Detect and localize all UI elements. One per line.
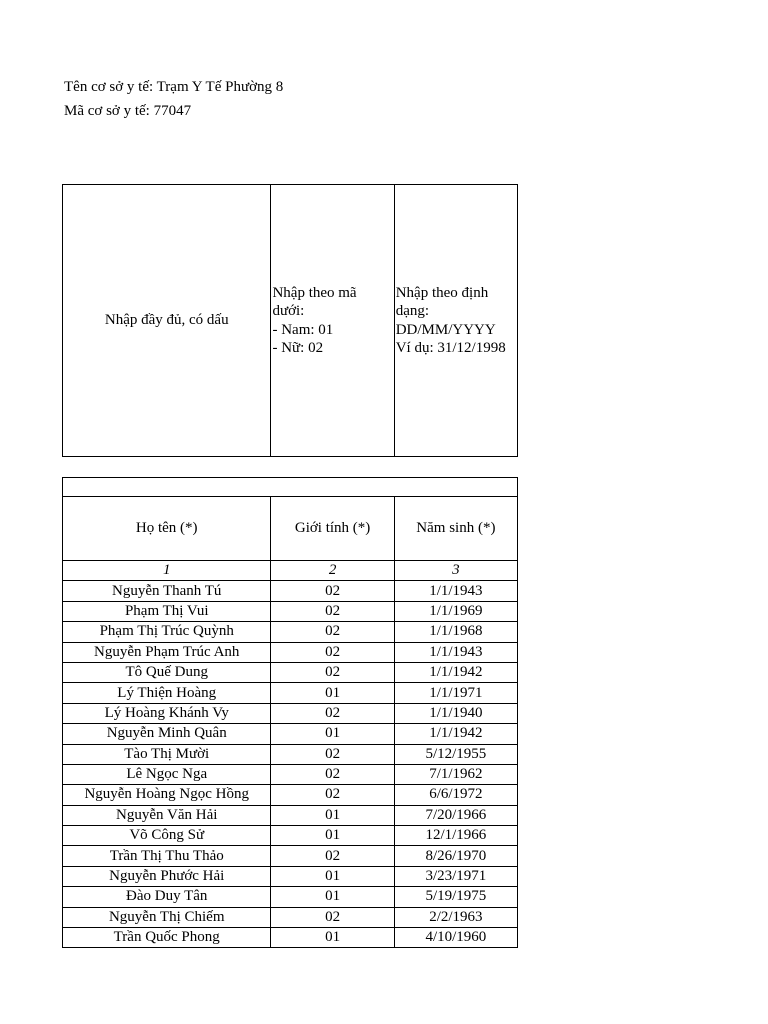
- table-row: [63, 805, 518, 825]
- cell-name: Phạm Thị Vui: [63, 601, 271, 621]
- cell-birth-date: 7/1/1962: [394, 764, 517, 784]
- cell-gender: 02: [271, 662, 394, 682]
- dob-instruction-line: dạng:: [395, 303, 430, 319]
- facility-code: Mã cơ sở y tế: 77047: [64, 103, 192, 119]
- cell-birth-date: 6/6/1972: [394, 785, 517, 805]
- table-row: [63, 866, 518, 886]
- cell-gender: 02: [271, 785, 394, 805]
- gender-instruction-line: Nhập theo mã: [272, 284, 357, 301]
- cell-gender: 01: [271, 928, 394, 948]
- table-row: [63, 581, 518, 601]
- cell-birth-date: 1/1/1943: [394, 581, 517, 601]
- cell-name: Lê Ngọc Nga: [63, 764, 271, 784]
- dob-instruction-line: Ví dụ: 31/12/1998: [395, 340, 506, 356]
- cell-gender: 02: [271, 846, 394, 866]
- dob-instruction: [394, 185, 517, 457]
- cell-birth-date: 1/1/1942: [394, 724, 517, 744]
- cell-birth-date: 1/1/1968: [394, 622, 517, 642]
- cell-name: Nguyễn Văn Hải: [63, 805, 271, 825]
- cell-birth-date: 4/10/1960: [394, 928, 517, 948]
- header-birth-year: Năm sinh (*): [394, 497, 517, 561]
- table-row: [63, 683, 518, 703]
- table-row: [63, 846, 518, 866]
- cell-birth-date: 1/1/1940: [394, 703, 517, 723]
- gender-instruction-line: - Nam: 01: [272, 321, 334, 338]
- dob-instruction-line: Nhập theo định: [395, 284, 489, 301]
- cell-birth-date: 1/1/1942: [394, 662, 517, 682]
- table-row: [63, 928, 518, 948]
- cell-birth-date: 5/19/1975: [394, 887, 517, 907]
- column-number: 2: [271, 561, 394, 581]
- cell-birth-date: 2/2/1963: [394, 907, 517, 927]
- cell-birth-date: 1/1/1943: [394, 642, 517, 662]
- table-row: [63, 907, 518, 927]
- cell-birth-date: 7/20/1966: [394, 805, 517, 825]
- cell-name: Nguyễn Phạm Trúc Anh: [63, 642, 271, 662]
- cell-name: Nguyễn Thị Chiếm: [63, 907, 271, 927]
- cell-name: Nguyễn Thanh Tú: [63, 581, 271, 601]
- gender-instruction-line: dưới:: [272, 303, 305, 319]
- cell-name: Tô Quế Dung: [63, 662, 271, 682]
- cell-name: Lý Hoàng Khánh Vy: [63, 703, 271, 723]
- table-row: [63, 703, 518, 723]
- cell-name: Phạm Thị Trúc Quỳnh: [63, 622, 271, 642]
- cell-birth-date: 1/1/1971: [394, 683, 517, 703]
- cell-gender: 02: [271, 601, 394, 621]
- table-row: [63, 642, 518, 662]
- cell-birth-date: 5/12/1955: [394, 744, 517, 764]
- cell-name: Đào Duy Tân: [63, 887, 271, 907]
- cell-gender: 02: [271, 581, 394, 601]
- cell-gender: 02: [271, 907, 394, 927]
- table-row: [63, 601, 518, 621]
- cell-gender: 02: [271, 764, 394, 784]
- cell-gender: 01: [271, 887, 394, 907]
- table-row: [63, 785, 518, 805]
- cell-gender: 02: [271, 744, 394, 764]
- cell-birth-date: 8/26/1970: [394, 846, 517, 866]
- cell-name: Võ Công Sử: [63, 826, 271, 846]
- cell-name: Nguyễn Minh Quân: [63, 724, 271, 744]
- person-table: [62, 496, 518, 948]
- table-row: [63, 622, 518, 642]
- cell-gender: 01: [271, 683, 394, 703]
- table-row: [63, 887, 518, 907]
- dob-instruction-line: DD/MM/YYYY: [395, 321, 496, 338]
- cell-gender: 01: [271, 866, 394, 886]
- table-row: [63, 744, 518, 764]
- cell-birth-date: 12/1/1966: [394, 826, 517, 846]
- spacer-row: [63, 478, 518, 497]
- cell-gender: 01: [271, 724, 394, 744]
- cell-birth-date: 1/1/1969: [394, 601, 517, 621]
- spacer-row-table: [62, 477, 518, 497]
- cell-name: Lý Thiện Hoàng: [63, 683, 271, 703]
- cell-name: Trần Quốc Phong: [63, 928, 271, 948]
- cell-gender: 02: [271, 703, 394, 723]
- table-row: [63, 662, 518, 682]
- cell-gender: 02: [271, 642, 394, 662]
- spacer-cell: [63, 478, 518, 497]
- header-name: Họ tên (*): [63, 497, 271, 561]
- table-header-row: [63, 497, 518, 561]
- cell-name: Nguyễn Phước Hải: [63, 866, 271, 886]
- cell-gender: 02: [271, 622, 394, 642]
- cell-name: Trần Thị Thu Thảo: [63, 846, 271, 866]
- name-instruction: Nhập đầy đủ, có dấu: [63, 185, 271, 457]
- column-number: 1: [63, 561, 271, 581]
- gender-instruction-line: - Nữ: 02: [272, 340, 324, 356]
- cell-gender: 01: [271, 826, 394, 846]
- instructions-table: [62, 184, 518, 457]
- column-number-row: [63, 561, 518, 581]
- facility-name: Tên cơ sở y tế: Trạm Y Tế Phường 8: [64, 79, 284, 95]
- table-row: [63, 764, 518, 784]
- table-row: [63, 724, 518, 744]
- header-gender: Giới tính (*): [271, 497, 394, 561]
- cell-name: Nguyễn Hoàng Ngọc Hồng: [63, 785, 271, 805]
- gender-instruction: [271, 185, 394, 457]
- cell-gender: 01: [271, 805, 394, 825]
- column-number: 3: [394, 561, 517, 581]
- cell-birth-date: 3/23/1971: [394, 866, 517, 886]
- table-row: [63, 826, 518, 846]
- instructions-row: [63, 185, 518, 457]
- cell-name: Tào Thị Mười: [63, 744, 271, 764]
